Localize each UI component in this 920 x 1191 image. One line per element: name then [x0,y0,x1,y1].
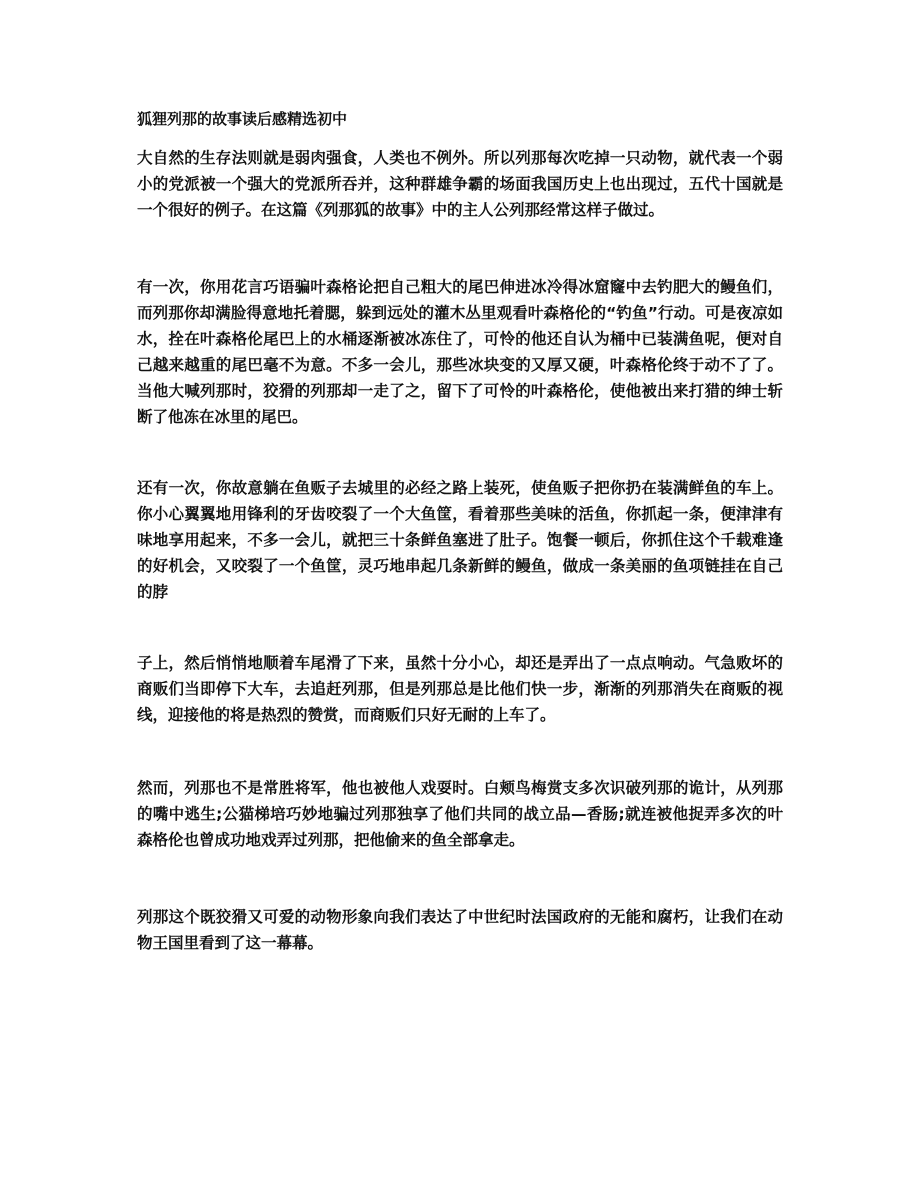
paragraph-intro: 大自然的生存法则就是弱肉强食，人类也不例外。所以列那每次吃掉一只动物，就代表一个弱小的党派被一个强大的党派所吞并，这种群雄争霸的场面我国历史上也出现过，五代十国就是一个很好的例子。在这篇《列那狐的故事》中的主人公列那经常这样子做过。 [137,149,783,219]
document-title: 狐狸列那的故事读后感精选初中 [137,110,348,128]
paragraph-fish-cart-continued: 子上，然后悄悄地顺着车尾滑了下来，虽然十分小心，却还是弄出了一点点响动。气急败坏的商贩们当即停下大车，去追赶列那，但是列那总是比他们快一步，渐渐的列那消失在商贩的视线，迎接他的将是热烈的赞赏，而商贩们只好无耐的上车了。 [137,654,783,724]
paragraph-fish-cart-story: 还有一次，你故意躺在鱼贩子去城里的必经之路上装死，使鱼贩子把你扔在装满鲜鱼的车上。你小心翼翼地用锋利的牙齿咬裂了一个大鱼筐，看着那些美味的活鱼，你抓起一条，便津津有味地享用起来，不多一会儿，就把三十条鲜鱼塞进了肚子。饱餐一顿后，你抓住这个千载难逢的好机会，又咬裂了一个鱼筐，灵巧地串起几条新鲜的鳗鱼，做成一条美丽的鱼项链挂在自己的脖 [137,479,783,601]
paragraph-fishing-story: 有一次，你用花言巧语骗叶森格论把自己粗大的尾巴伸进冰冷得冰窟窿中去钓肥大的鳗鱼们，而列那你却满脸得意地托着腮，躲到远处的灌木丛里观看叶森格伦的“钓鱼”行动。可是夜凉如水，拴在叶森格伦尾巴上的水桶逐渐被冰冻住了，可怜的他还自认为桶中已装满鱼呢，便对自己越来越重的尾巴毫不为意。不多一会儿，那些冰块变的又厚又硬，叶森格伦终于动不了了。当他大喊列那时，狡猾的列那却一走了之，留下了可怜的叶森格伦，使他被出来打猎的绅士斩断了他冻在冰里的尾巴。 [137,278,783,426]
paragraph-conclusion: 列那这个既狡猾又可爱的动物形象向我们表达了中世纪时法国政府的无能和腐朽，让我们在动物王国里看到了这一幕幕。 [137,908,783,952]
paragraph-reversal: 然而，列那也不是常胜将军，他也被他人戏耍时。白颊鸟梅赏支多次识破列那的诡计，从列那的嘴中逃生;公猫梯培巧妙地骗过列那独享了他们共同的战立品—香肠;就连被他捉弄多次的叶森格伦也曾成功地戏弄过列那，把他偷来的鱼全部拿走。 [137,779,783,849]
